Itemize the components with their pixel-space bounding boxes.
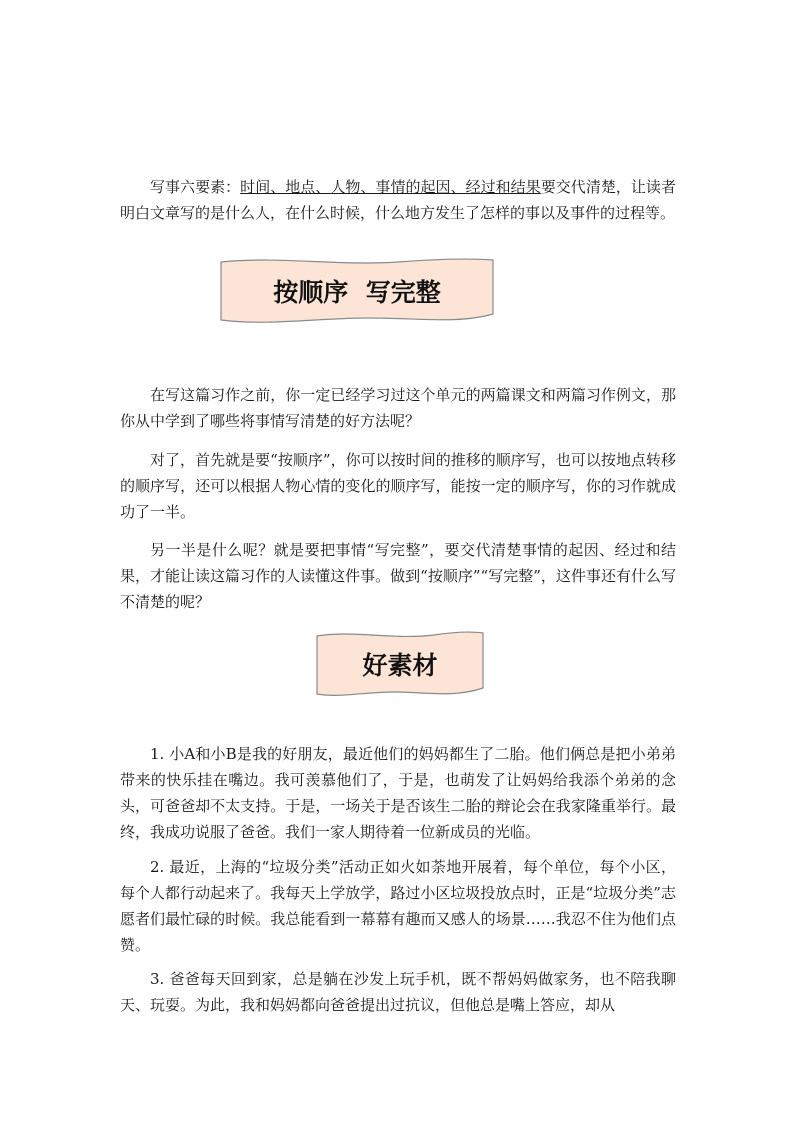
intro-colon: ： [225, 178, 241, 196]
section-banner-order [218, 256, 496, 326]
paragraph-3: 另一半是什么呢？就是要把事情“写完整”，要交代清楚事情的起因、经过和结果，才能让读这篇习作的人读懂这件事。做到“按顺序”“写完整”，这件事还有什么写不清楚的呢？ [120, 541, 676, 611]
banner-title: 按顺序 写完整 [273, 278, 441, 307]
intro-rest: 要交代清楚，让读者明白文章写的是什么人，在什么时候，什么地方发生了怎样的事以及事件的过程等。 [120, 178, 676, 222]
intro-label: 写事六要素 [150, 178, 226, 196]
material-item-1: 1. 小A和小B是我的好朋友，最近他们的妈妈都生了二胎。他们俩总是把小弟弟带来的快乐挂在嘴边。我可羡慕他们了，于是，也萌发了让妈妈给我添个弟弟的念头，可爸爸却不太支持。于是，一场关于是否该生二胎的辩论会在我家隆重举行。最终，我成功说服了爸爸。我们一家人期待着一位新成员的光临。 [120, 745, 676, 841]
intro-paragraph [120, 174, 676, 226]
paragraph-1: 在写这篇习作之前，你一定已经学习过这个单元的两篇课文和两篇习作例文，那你从中学到了哪些将事情写清楚的好方法呢？ [120, 386, 676, 430]
material-item-2: 2. 最近，上海的“垃圾分类”活动正如火如荼地开展着，每个单位，每个小区，每个人都行动起来了。我每天上学放学，路过小区垃圾投放点时，正是“垃圾分类”志愿者们最忙碌的时候。我总能看到一幕幕有趣而又感人的场景……我忍不住为他们点赞。 [120, 858, 676, 954]
material-item-3: 3. 爸爸每天回到家，总是躺在沙发上玩手机，既不帮妈妈做家务，也不陪我聊天、玩耍。为此，我和妈妈都向爸爸提出过抗议，但他总是嘴上答应，却从 [120, 970, 676, 1014]
section-banner-materials [314, 628, 486, 700]
intro-elements: 时间、地点、人物、事情的起因、经过和结果 [240, 178, 541, 196]
banner-title: 好素材 [362, 651, 438, 680]
paragraph-2: 对了，首先就是要“按顺序”，你可以按时间的推移的顺序写，也可以按地点转移的顺序写，还可以根据人物心情的变化的顺序写，能按一定的顺序写，你的习作就成功了一半。 [120, 451, 676, 521]
